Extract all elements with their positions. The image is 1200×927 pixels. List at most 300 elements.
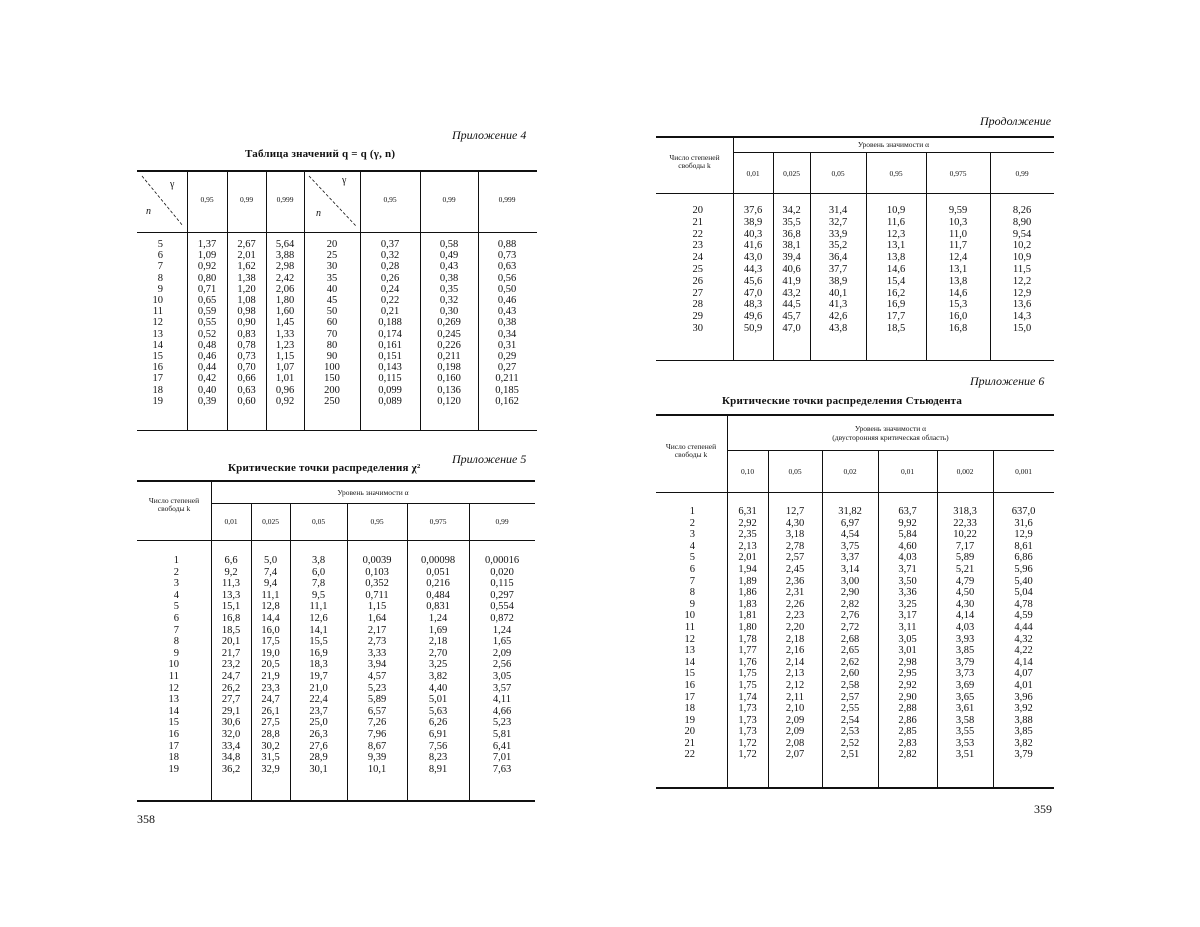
table-cell: 1,73 [738,714,757,726]
level-group-header: Уровень значимости α [857,140,930,149]
table-cell: 23,7 [309,705,328,717]
table-cell: 11 [684,621,695,633]
level-header: 0,001 [1015,467,1032,476]
table-cell: 1,24 [428,612,448,624]
table-cell: 0,46 [497,295,517,307]
table-cell: 6,26 [428,717,448,729]
table-cell: 5,21 [955,563,975,575]
table-cell: 2,92 [738,517,757,529]
table-cell: 0,59 [197,306,217,318]
table-cell: 6 [157,250,163,262]
table-cell: 3,65 [955,691,975,703]
table-cell: 38,9 [828,275,848,287]
table-cell: 0,22 [380,295,400,307]
table-cell: 1,80 [738,621,757,633]
level-header: 0,99 [239,195,254,204]
table-cell: 2,45 [785,563,805,575]
table-cell: 2,73 [367,636,387,648]
table-cell: 15,3 [948,299,968,311]
table-cell: 0,103 [365,566,389,578]
table-cell: 1,65 [492,636,512,648]
table-cell: 1,38 [237,272,256,284]
table-cell: 0,35 [439,283,459,295]
table-cell: 3,55 [955,726,975,738]
table-cell: 30,2 [261,740,280,752]
table-cell: 0,83 [237,328,256,340]
table-cell: 1,01 [275,373,295,385]
table-cell: 2,98 [275,261,295,273]
level-header: 0,99 [442,195,456,204]
table-cell: 0,48 [197,339,217,351]
table-cell: 1,08 [237,295,256,307]
table-cell: 0,92 [197,261,217,273]
table-cell: 3,94 [367,659,387,671]
table-cell: 3,82 [1014,737,1033,749]
value-column [251,555,290,775]
table-cell: 1,89 [738,575,757,587]
table-cell: 15,5 [309,636,328,648]
table-cell: 0,34 [497,328,517,340]
table-cell: 2,83 [898,737,917,749]
table-cell: 5,23 [492,717,512,729]
table-cell: 28,8 [261,728,280,740]
table-cell: 7 [689,575,695,587]
table-cell: 2,42 [275,272,295,284]
table-cell: 10 [152,295,163,307]
table-cell: 3,85 [1014,726,1033,738]
value-column [878,506,937,761]
table-cell: 26,3 [309,728,328,740]
table-cell: 42,6 [828,311,848,323]
table-cell: 2,18 [785,633,805,645]
table-cell: 12,9 [1014,529,1033,541]
table-cell: 1,09 [197,250,217,262]
value-column [407,555,469,775]
table-cell: 4,30 [785,517,805,529]
table-cell: 0,115 [490,578,514,590]
table-cell: 16 [168,728,179,740]
level-header: 0,999 [498,195,516,204]
table-cell: 32,9 [261,763,280,775]
table-cell: 2,62 [840,656,860,668]
table-cell: 0,020 [490,566,514,578]
table-cell: 1,07 [275,362,295,374]
table-cell: 2,52 [840,737,860,749]
table-cell: 31,4 [828,205,848,216]
table-cell: 0,269 [437,317,461,329]
table-cell: 10,1 [367,763,387,775]
table-cell: 1,69 [428,624,448,636]
header-rule [137,232,537,233]
table-cell: 2,14 [785,656,805,668]
value-column [768,506,822,761]
table-cell: 9 [173,647,179,659]
table-cell: 5,04 [1014,587,1033,599]
table-cell: 0,120 [437,395,461,407]
table-cell: 2,78 [785,540,805,552]
table-cell: 3,79 [955,656,975,668]
table-cell: 4,59 [1014,610,1033,622]
table-cell: 0,58 [439,239,459,250]
table-cell: 4,79 [955,575,975,587]
appendix5-label: Приложение 5 [452,452,527,466]
table-cell: 9 [689,598,695,610]
table-cell: 22,33 [953,517,977,529]
table-cell: 2,82 [898,749,917,761]
table-cell: 3,88 [275,250,295,262]
table-cell: 9,92 [898,517,917,529]
table-cell: 3,79 [1014,749,1033,761]
table-cell: 2,98 [898,656,917,668]
table-cell: 20 [326,239,338,250]
table-cell: 4,14 [1014,656,1033,668]
table-cell: 0,49 [439,250,459,262]
table-cell: 3,18 [785,529,805,541]
table-cell: 2,68 [840,633,860,645]
table-cell: 0,30 [439,306,459,318]
level-header: 0,95 [370,517,384,526]
level-group-subheader: (двусторонняя критическая область) [832,433,949,442]
table-cell: 8 [173,636,179,648]
table-cell: 4,14 [955,610,975,622]
table-cell: 6,97 [840,517,860,529]
table-cell: 7,96 [367,728,387,740]
table-cell: 0,38 [497,317,517,329]
table-cell: 28,9 [309,752,328,764]
table-cell: 1,72 [738,749,757,761]
table-cell: 0,711 [365,589,389,601]
level-header: 0,01 [746,169,760,178]
value-column [469,555,535,775]
appendix4-title: Таблица значений q = q (γ, n) [245,148,396,160]
table-cell: 0,32 [439,295,459,307]
table-cell: 13,8 [886,252,906,264]
table-cell: 0,872 [490,612,514,624]
table-cell: 0,43 [439,261,459,273]
table-cell: 0,73 [497,250,517,262]
table-cell: 0,00016 [484,555,520,566]
table-cell: 2,23 [785,610,805,622]
table-cell: 16,9 [309,647,328,659]
table-cell: 2,09 [785,726,805,738]
table-cell: 4,01 [1014,679,1033,691]
table-cell: 0,73 [237,351,256,363]
table-cell: 16 [684,679,695,691]
table-cell: 9,5 [311,589,326,601]
table-cell: 9,2 [224,566,238,578]
level-header: 0,02 [843,467,857,476]
table-cell: 0,98 [237,306,256,318]
table-cell: 0,96 [275,384,295,396]
table-cell: 3,14 [840,563,860,575]
table-cell: 4,40 [428,682,448,694]
table-cell: 14 [168,705,179,717]
table-cell: 16,9 [886,299,906,311]
table-cell: 2,12 [785,679,805,691]
table-cell: 3 [173,578,179,590]
table-cell: 0,352 [365,578,389,590]
table-cell: 12,3 [886,228,906,240]
table-cell: 4,60 [898,540,917,552]
table-cell: 0,70 [237,362,256,374]
table-cell: 2,65 [840,645,860,657]
table-cell: 5,64 [275,239,295,250]
table-cell: 2,36 [785,575,805,587]
table-cell: 2,95 [898,668,917,680]
table-cell: 0,160 [437,373,461,385]
table-cell: 2,88 [898,703,917,715]
table-cell: 5,96 [1014,563,1033,575]
table-cell: 13,3 [221,589,241,601]
table-cell: 3,92 [1014,703,1033,715]
table-cell: 2,31 [785,587,805,599]
table-cell: 1,81 [738,610,757,622]
table-cell: 0,115 [378,373,402,385]
table-cell: 2,06 [275,283,295,295]
level-header: 0,99 [495,517,509,526]
table-cell: 0,174 [378,328,402,340]
table-cell: 3,82 [428,670,448,682]
diagonal-header-left [137,170,187,232]
table-cell: 3,36 [898,587,917,599]
table-cell: 2,85 [898,726,917,738]
table-cell: 90 [326,351,338,363]
table-cell: 36,8 [782,228,801,240]
table-cell: 33,4 [221,740,241,752]
table-cell: 1,76 [738,656,757,668]
table-cell: 8,90 [1012,216,1032,228]
table-cell: 24,7 [221,670,241,682]
table-cell: 34,2 [782,205,801,216]
table-cell: 10 [168,659,179,671]
table-cell: 18,5 [886,322,906,334]
table-cell: 12 [168,682,179,694]
table-cell: 1,83 [738,598,757,610]
table-cell: 70 [326,328,338,340]
table-cell: 50 [326,306,338,318]
value-column [347,555,407,775]
table-cell: 4 [689,540,695,552]
appendix6-body [656,506,1054,761]
table-cell: 11,1 [261,589,280,601]
table-cell: 1,64 [367,612,387,624]
table-cell: 100 [324,362,340,374]
table-cell: 637,0 [1011,506,1036,517]
table-cell: 10,22 [953,529,977,541]
table-cell: 0,38 [439,272,459,284]
table-cell: 27,7 [221,694,241,706]
appendix5-title: Критические точки распределения χ² [228,462,421,474]
table-cell: 0,051 [426,566,450,578]
q099-column [227,239,266,407]
table-cell: 37,6 [743,205,763,216]
table-cell: 6,6 [224,555,238,566]
table-cell: 9,54 [1012,228,1032,240]
table-cell: 7 [173,624,179,636]
table-cell: 31,6 [1014,517,1033,529]
table-cell: 3,05 [898,633,917,645]
table-cell: 22 [692,228,703,240]
continuation-body [656,205,1054,335]
table-cell: 15,0 [1012,322,1032,334]
table-cell: 4,11 [493,694,511,706]
table-cell: 8 [689,587,695,599]
table-cell: 2,72 [840,621,860,633]
table-cell: 11,1 [309,601,328,613]
table-cell: 8,67 [367,740,387,752]
table-cell: 2,67 [237,239,256,250]
table-cell: 22 [684,749,695,761]
table-cell: 4,66 [492,705,512,717]
table-cell: 2,76 [840,610,860,622]
table-cell: 17 [168,740,179,752]
value-column [727,506,768,761]
table-cell: 7,56 [428,740,448,752]
table-cell: 3,33 [367,647,387,659]
table-cell: 150 [324,373,340,385]
table-cell: 32,0 [221,728,241,740]
value-column [990,205,1054,335]
table-cell: 5,81 [492,728,512,740]
table-cell: 1,37 [197,239,217,250]
appendix6-label: Приложение 6 [970,374,1045,388]
table-cell: 20 [692,205,703,216]
table-cell: 0,65 [197,295,217,307]
table-cell: 2,01 [738,552,757,564]
table-cell: 0,92 [275,395,295,407]
continuation-label: Продолжение [980,114,1052,128]
table-cell: 7,01 [492,752,512,764]
table-cell: 13,1 [886,240,906,252]
table-cell: 2,09 [785,714,805,726]
table-cell: 0,50 [497,283,517,295]
table-cell: 7,8 [311,578,326,590]
table-cell: 10,3 [948,216,968,228]
table-cell: 7,4 [263,566,278,578]
table-cell: 14 [684,656,695,668]
table-cell: 43,8 [828,322,848,334]
table-cell: 20,5 [261,659,280,671]
table-cell: 0,226 [437,339,461,351]
table-cell: 12 [684,633,695,645]
table-cell: 2,16 [785,645,805,657]
appendix4-label: Приложение 4 [452,128,527,142]
table-cell: 0,55 [197,317,217,329]
table-cell: 24,7 [261,694,280,706]
table-cell: 0,554 [490,601,514,613]
table-cell: 0,185 [495,384,519,396]
q095-column-2 [360,239,420,407]
dof-header: Число степеней свободы k [669,153,720,170]
table-cell: 8,26 [1012,205,1032,216]
table-cell: 9,39 [367,752,387,764]
table-cell: 23 [692,240,703,252]
table-cell: 31,82 [838,506,862,517]
table-cell: 5,89 [955,552,975,564]
table-cell: 0,63 [237,384,256,396]
table-cell: 60 [326,317,338,329]
value-column [993,506,1054,761]
table-cell: 40,3 [743,228,763,240]
table-cell: 4,03 [898,552,917,564]
table-cell: 13,1 [948,263,968,275]
table-cell: 19 [168,763,179,775]
table-cell: 21 [692,216,703,228]
table-cell: 2,92 [898,679,917,691]
table-cell: 3,05 [492,670,512,682]
table-cell: 41,3 [828,299,848,311]
table-cell: 9,4 [263,578,278,590]
level-group-header: Уровень значимости α [854,424,927,433]
table-cell: 0,211 [437,351,461,363]
gamma-header: γ [170,179,175,190]
table-cell: 8 [157,272,163,284]
table-cell: 35,2 [828,240,848,252]
table-cell: 4,03 [955,621,975,633]
table-cell: 0,00098 [420,555,456,566]
table-cell: 30,1 [309,763,328,775]
table-cell: 3,93 [955,633,975,645]
table-cell: 3 [689,529,695,541]
table-cell: 23,2 [221,659,241,671]
table-cell: 3,57 [492,682,512,694]
table-cell: 1,15 [275,351,295,363]
table-cell: 25,0 [309,717,328,729]
table-cell: 0,297 [490,589,514,601]
table-cell: 0,52 [197,328,217,340]
table-cell: 2,86 [898,714,917,726]
table-cell: 45 [326,295,338,307]
table-cell: 12 [152,317,163,329]
table-cell: 3,61 [955,703,975,715]
table-cell: 11,0 [949,228,967,240]
table-cell: 18 [152,384,163,396]
table-cell: 10 [684,610,695,622]
level-header: 0,05 [311,517,326,526]
table-cell: 25 [692,263,703,275]
table-cell: 37,7 [828,263,848,275]
k-column [656,506,727,761]
table-cell: 5 [689,552,695,564]
table-cell: 2,57 [785,552,805,564]
level-header: 0,10 [740,467,755,476]
table-cell: 25 [326,250,338,262]
table-cell: 11,7 [949,240,967,252]
table-cell: 7,26 [367,717,387,729]
table-cell: 21,9 [261,670,280,682]
table-cell: 4,30 [955,598,975,610]
table-cell: 2,08 [785,737,805,749]
level-header: 0,95 [383,195,397,204]
table-cell: 30,6 [221,717,241,729]
table-cell: 5,63 [428,705,448,717]
table-cell: 19,7 [309,670,328,682]
table-cell: 2,01 [237,250,256,262]
table-cell: 0,37 [380,239,400,250]
table-cell: 4,50 [955,587,975,599]
value-column [810,205,866,335]
table-cell: 4,44 [1014,621,1033,633]
table-cell: 0,63 [497,261,517,273]
table-cell: 6 [689,563,695,575]
table-cell: 12,7 [785,506,805,517]
table-cell: 2,07 [785,749,805,761]
n-header-2: n [316,208,321,219]
table-cell: 31,5 [261,752,280,764]
level-header: 0,05 [831,169,845,178]
table-cell: 40 [326,283,338,295]
table-cell: 44,3 [743,263,763,275]
